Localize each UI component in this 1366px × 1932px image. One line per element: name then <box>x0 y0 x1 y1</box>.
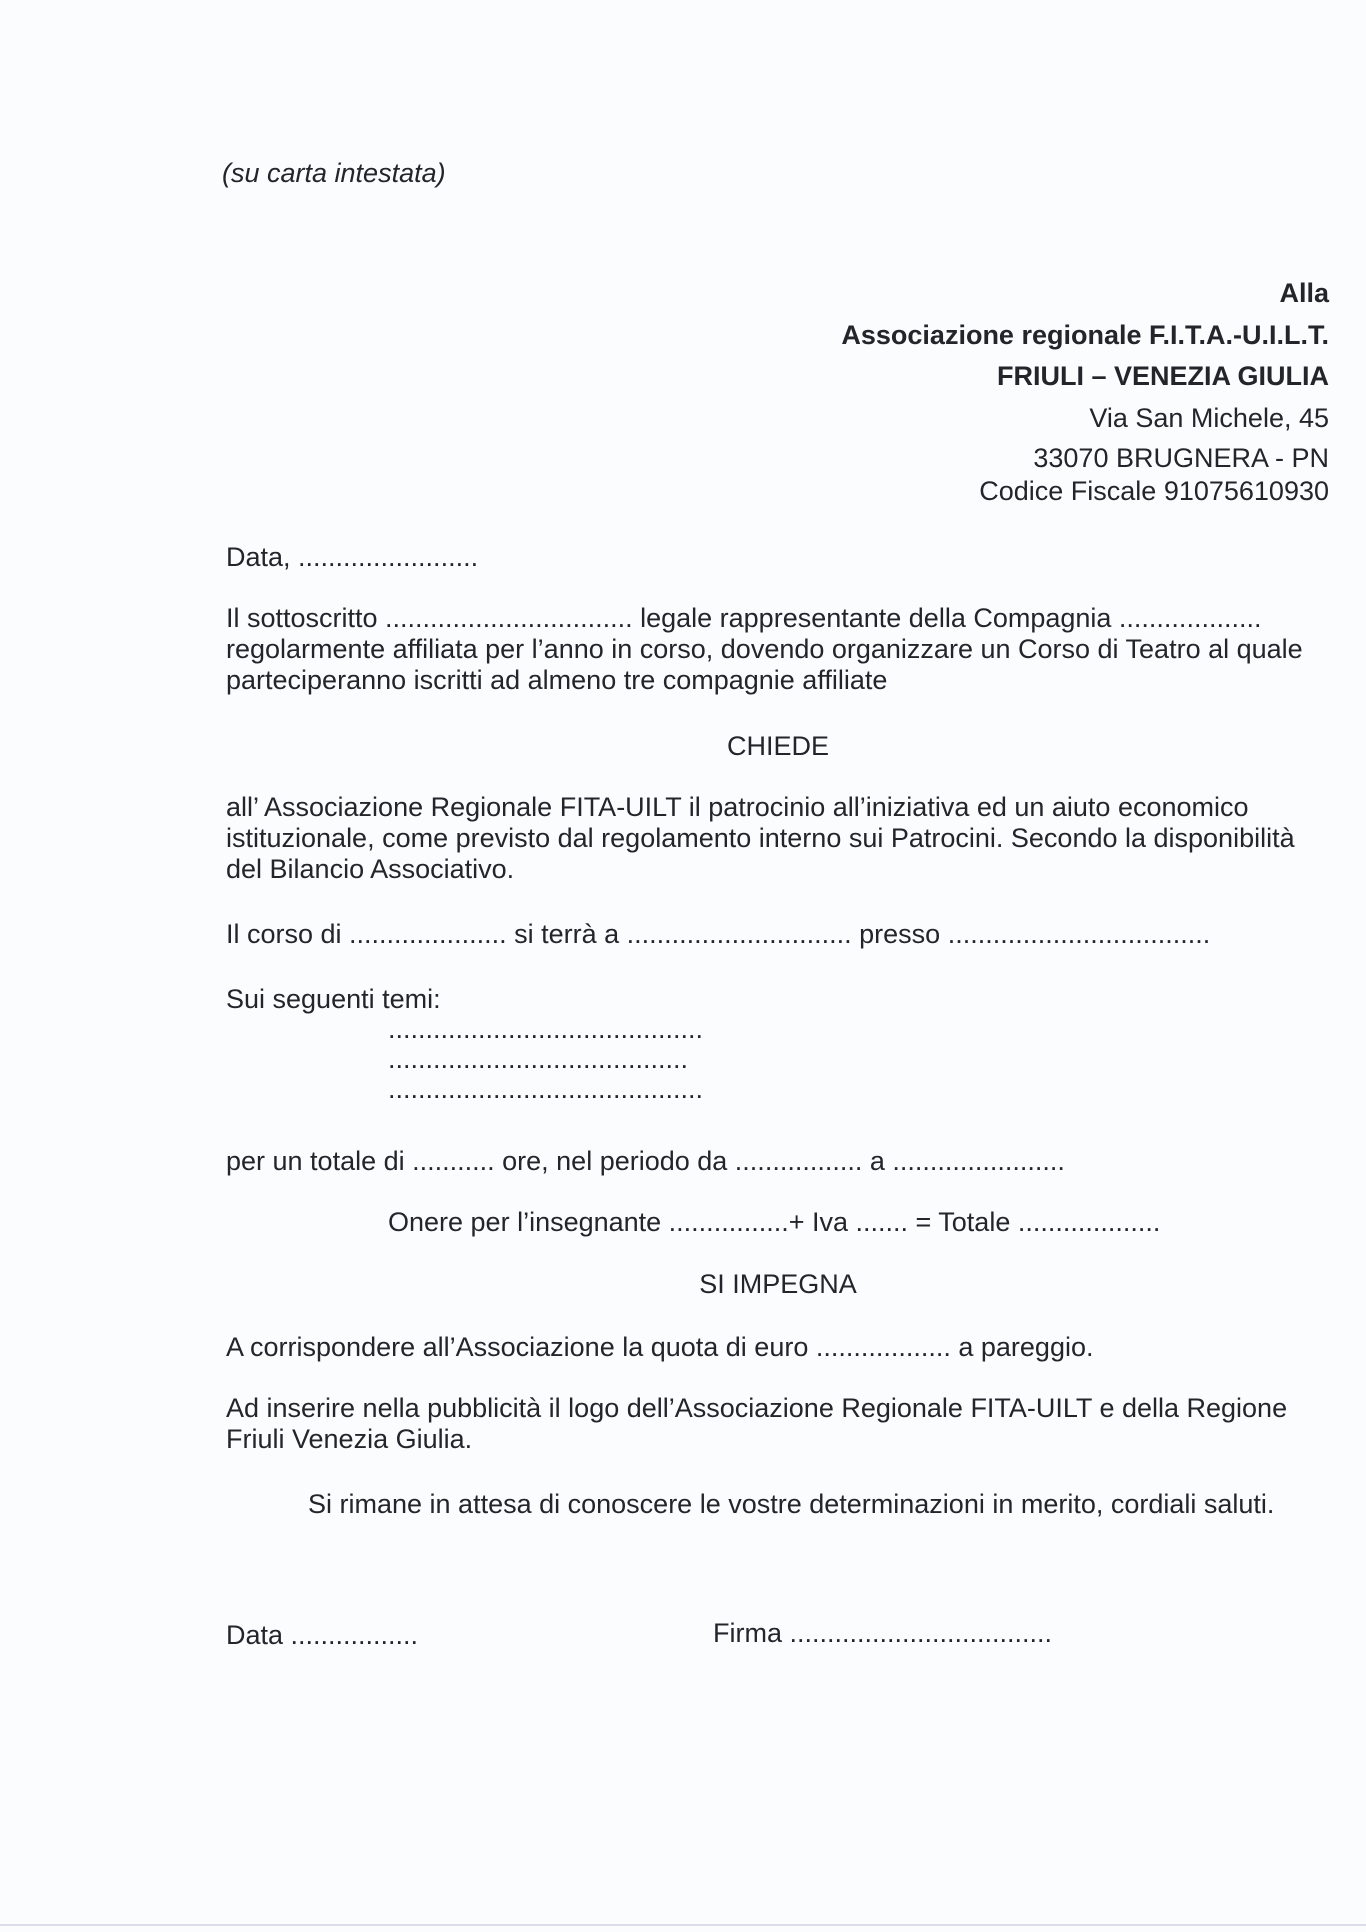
intro-line: parteciperanno iscritti ad almeno tre compagnie affiliate <box>226 665 888 695</box>
signature-label: Firma ................................... <box>713 1618 1053 1648</box>
intro-paragraph <box>226 603 1303 696</box>
commitment-line: Ad inserire nella pubblicità il logo dell’Associazione Regionale FITA-UILT e della Regione <box>226 1393 1288 1423</box>
theme-line: .......................................... <box>388 1014 704 1044</box>
theme-line: ........................................ <box>388 1044 689 1074</box>
commitment-logo-paragraph <box>226 1393 1287 1455</box>
total-line: per un totale di ........... ore, nel periodo da ................. a ....................... <box>226 1146 1065 1176</box>
signature-date: Data ................. <box>226 1620 419 1650</box>
recipient-association: Associazione regionale F.I.T.A.-U.I.L.T. <box>841 320 1329 350</box>
closing-line: Si rimane in attesa di conoscere le vostre determinazioni in merito, cordiali saluti. <box>308 1489 1275 1519</box>
intro-line: regolarmente affiliata per l’anno in corso, dovendo organizzare un Corso di Teatro al quale <box>226 634 1303 664</box>
request-paragraph <box>226 792 1295 885</box>
recipient-city: 33070 BRUGNERA - PN <box>1033 443 1329 473</box>
date-line: Data, ........................ <box>226 542 479 572</box>
commitment-line: Friuli Venezia Giulia. <box>226 1424 473 1454</box>
chiede-heading: CHIEDE <box>726 731 829 761</box>
recipient-tax-code: Codice Fiscale 91075610930 <box>979 476 1329 506</box>
letterhead-note: (su carta intestata) <box>222 158 446 188</box>
recipient-street: Via San Michele, 45 <box>1089 403 1329 433</box>
intro-line: Il sottoscritto ................................. legale rappresentante della Compagnia ................... <box>226 603 1262 633</box>
request-line: all’ Associazione Regionale FITA-UILT il patrocinio all’iniziativa ed un aiuto economico <box>226 792 1249 822</box>
request-line: del Bilancio Associativo. <box>226 854 515 884</box>
themes-label: Sui seguenti temi: <box>226 984 441 1014</box>
cost-line: Onere per l’insegnante ................+ Iva ....... = Totale ................... <box>388 1207 1161 1237</box>
recipient-salutation: Alla <box>1279 278 1329 308</box>
course-line: Il corso di ..................... si terrà a .............................. presso ................................... <box>226 919 1211 949</box>
scan-edge-divider <box>0 1924 1366 1926</box>
recipient-region: FRIULI – VENEZIA GIULIA <box>996 361 1329 391</box>
commitment-quota: A corrispondere all’Associazione la quota di euro .................. a pareggio. <box>226 1332 1094 1362</box>
request-line: istituzionale, come previsto dal regolamento interno sui Patrocini. Secondo la disponibilità <box>226 823 1295 853</box>
theme-line: .......................................... <box>388 1074 704 1104</box>
impegna-heading: SI IMPEGNA <box>699 1269 857 1299</box>
